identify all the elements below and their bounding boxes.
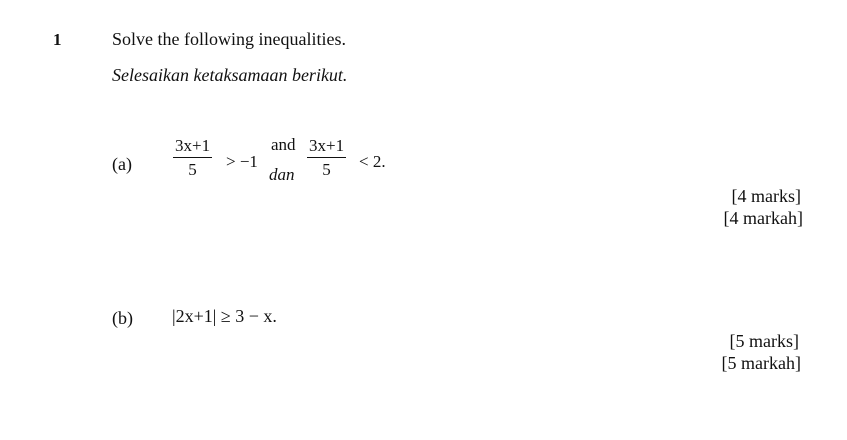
part-a-relation-2: < 2. bbox=[359, 152, 386, 171]
fraction-1-denominator: 5 bbox=[188, 160, 197, 179]
part-b-marks-malay: [5 markah] bbox=[721, 353, 801, 373]
fraction-2-denominator: 5 bbox=[322, 160, 331, 179]
part-a-marks-english: [4 marks] bbox=[731, 186, 801, 206]
part-a-marks-malay: [4 markah] bbox=[723, 208, 803, 228]
question-number: 1 bbox=[53, 30, 62, 49]
part-a-fraction-2 bbox=[307, 137, 346, 179]
conjunction-malay: dan bbox=[269, 165, 295, 184]
part-a-fraction-1 bbox=[173, 137, 212, 179]
part-b-marks-english: [5 marks] bbox=[729, 331, 799, 351]
conjunction-english: and bbox=[271, 135, 296, 154]
part-b-label: (b) bbox=[112, 308, 133, 328]
part-a-relation-1: > −1 bbox=[226, 152, 258, 171]
instruction-english: Solve the following inequalities. bbox=[112, 29, 346, 49]
instruction-malay: Selesaikan ketaksamaan berikut. bbox=[112, 65, 348, 85]
part-a-label: (a) bbox=[112, 154, 132, 174]
fraction-1-numerator: 3x+1 bbox=[173, 137, 212, 158]
fraction-2-numerator: 3x+1 bbox=[307, 137, 346, 158]
part-b-expression: |2x+1| ≥ 3 − x. bbox=[172, 306, 277, 326]
